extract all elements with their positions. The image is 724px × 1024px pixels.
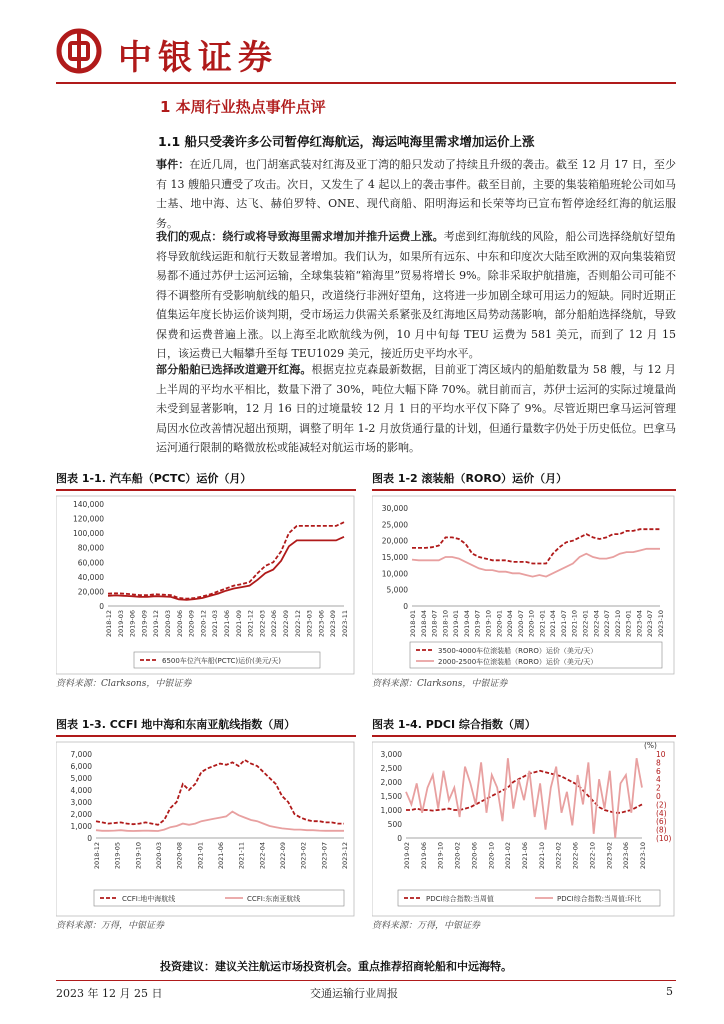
bank-of-china-logo-icon [56, 28, 102, 74]
x-tick-label: 2023-03 [305, 610, 314, 638]
x-tick-label: 2021-07 [559, 610, 568, 638]
x-tick-label: 2021-03 [211, 610, 220, 638]
y2-tick-label: 4 [656, 775, 661, 785]
y-tick-label: 1,000 [380, 806, 402, 815]
y-tick-label: 0 [397, 834, 402, 843]
x-tick-label: 2021-06 [223, 610, 231, 638]
x-tick-label: 2020-04 [506, 610, 515, 638]
x-tick-label: 2022-03 [258, 610, 267, 638]
investment-advice: 投资建议：建议关注航运市场投资机会。重点推荐招商轮船和中远海特。 [160, 960, 512, 973]
x-tick-label: 2023-02 [605, 842, 614, 870]
paragraph-body: 考虑到红海航线的风险，船公司选择绕航好望角将导致航线运距和航行天数显著增加。我们认为，如果所有远东、中东和印度次大陆至欧洲的双向集装箱贸易都不通过苏伊士运河运输，全球集装箱“箱海里”贸易将增长 9%。除非采取护航措施，否则船公司可能不得不调整所有受影响航线的船只，改道绕行非洲好望角，这将进一步加剧全球可用运力的短缺。同时近期正值集运年度长协运价谈判期，受市场运力供需关系紧张及红海地区局势动荡影响，部分船舶选择绕航，导致保费和运费普遍上涨。以上海至北欧航线为例，10 月中旬每 TEU 运费为 581 美元，而到了 12 月 15 日，该运费已大幅攀升至每 TEU1029 美元，接近历史平均水平。 [156, 230, 677, 360]
x-tick-label: 2019-03 [116, 610, 125, 638]
x-tick-label: 2021-12 [246, 610, 255, 638]
y-tick-label: 15,000 [381, 553, 408, 562]
y-tick-label: 20,000 [381, 536, 408, 546]
x-tick-label: 2023-09 [329, 610, 338, 638]
paragraph-lead: 部分船舶已选择改道避开红海。 [156, 363, 312, 376]
series-line-0 [96, 760, 344, 825]
x-tick-label: 2023-01 [624, 610, 633, 638]
x-tick-label: 2019-10 [134, 842, 143, 870]
series-line-1 [412, 549, 660, 577]
x-tick-label: 2023-10 [657, 610, 665, 638]
x-tick-label: 2018-01 [409, 610, 417, 638]
figure-ccfi [56, 716, 356, 936]
x-tick-label: 2019-01 [452, 610, 461, 638]
y2-tick-label: 10 [656, 750, 666, 759]
y2-tick-label: (2) [656, 800, 667, 810]
y-tick-label: 4,000 [70, 786, 92, 795]
x-tick-label: 2018-12 [105, 610, 113, 638]
x-tick-label: 2019-05 [113, 842, 122, 870]
paragraph-lead: 我们的观点：绕行或将导致海里需求增加并推升运费上涨。 [156, 230, 444, 243]
figure-rule [372, 735, 676, 737]
y-tick-label: 0 [99, 602, 104, 611]
legend-label: PDCI综合指数:当周值:环比 [557, 895, 642, 903]
x-tick-label: 2023-07 [320, 842, 329, 870]
x-tick-label: 2018-12 [93, 842, 101, 870]
y-tick-label: 30,000 [381, 504, 408, 513]
x-tick-label: 2021-01 [196, 842, 205, 870]
figure-pdci [372, 716, 676, 936]
figure-title: 图表 1-1. 汽车船（PCTC）运价（月） [56, 472, 252, 485]
x-tick-label: 2021-10 [570, 610, 579, 638]
x-tick-label: 2019-10 [436, 842, 445, 870]
paragraph-body: 根据克拉克森最新数据，目前亚丁湾区域内的船舶数量为 58 艘，与 12 月上半周的平均水平相比，数量下滑了 30%，吨位大幅下降 70%。就目前而言，苏伊士运河的实际过境量尚未受到显著影响，12 月 16 日的过境量较 12 月 1 日的平均水平仅下降了 9%。尽管近期巴拿马运河管理局因水位改善情况超出预期，调整了明年 1-2 月放货通行量的计划，但通行量数字仍处于历史低位。巴拿马运河通行限制的略微放松或能减轻对航运市场的影响。 [156, 363, 676, 454]
y-tick-label: 1,500 [380, 792, 402, 801]
figure-pctc [56, 470, 356, 690]
x-tick-label: 2020-06 [175, 610, 184, 638]
x-tick-label: 2022-09 [282, 610, 290, 638]
x-tick-label: 2022-09 [279, 842, 287, 870]
x-tick-label: 2021-11 [237, 842, 246, 870]
y2-tick-label: 2 [656, 783, 661, 793]
y-tick-label: 25,000 [381, 520, 408, 530]
y-tick-label: 3,000 [70, 798, 92, 807]
x-tick-label: 2023-10 [639, 842, 647, 870]
y-tick-label: 20,000 [77, 587, 104, 597]
x-tick-label: 2022-10 [613, 610, 622, 638]
legend-label: PDCI综合指数:当周值 [426, 895, 494, 903]
figure-rule [372, 489, 676, 491]
figure-source: 资料来源：万得，中银证券 [56, 921, 165, 931]
x-tick-label: 2022-02 [554, 842, 563, 870]
x-tick-label: 2019-04 [462, 610, 471, 638]
footer-date: 2023 年 12 月 25 日 [56, 987, 163, 1000]
legend-label: CCFI:地中海航线 [122, 895, 176, 903]
y-tick-label: 0 [87, 834, 92, 843]
figure-source: 资料来源：Clarksons，中银证券 [56, 679, 192, 689]
footer-page-number: 5 [666, 985, 673, 998]
figure-rule [56, 735, 356, 737]
x-tick-label: 2022-06 [270, 610, 279, 638]
figure-title: 图表 1-3. CCFI 地中海和东南亚航线指数（周） [56, 718, 296, 731]
x-tick-label: 2022-04 [258, 842, 267, 870]
ccfi-chart [56, 740, 356, 930]
x-tick-label: 2020-10 [487, 842, 496, 870]
figure-title: 图表 1-4. PDCI 综合指数（周） [372, 718, 536, 731]
series-line-0 [412, 529, 660, 563]
footer-doc-type: 交通运输行业周报 [310, 987, 398, 1000]
y2-tick-label: (6) [656, 817, 667, 827]
y-tick-label: 7,000 [70, 750, 92, 759]
x-tick-label: 2021-01 [538, 610, 547, 638]
x-tick-label: 2020-06 [470, 842, 479, 870]
y2-tick-label: 8 [656, 758, 661, 768]
y-tick-label: 500 [387, 820, 402, 829]
x-tick-label: 2021-04 [549, 610, 558, 638]
x-tick-label: 2020-07 [516, 610, 525, 638]
footer-rule [56, 980, 676, 981]
x-tick-label: 2020-02 [453, 842, 462, 870]
x-tick-label: 2019-07 [473, 610, 482, 638]
figure-rule [56, 489, 356, 491]
y-tick-label: 40,000 [77, 572, 104, 582]
paragraph-event [156, 155, 676, 233]
series-line-1 [406, 758, 642, 838]
x-tick-label: 2021-06 [217, 842, 225, 870]
x-tick-label: 2019-09 [140, 610, 149, 638]
x-tick-label: 2022-04 [592, 610, 601, 638]
y-tick-label: 140,000 [72, 500, 104, 509]
legend-label: 3500-4000车位滚装船（RORO）运价（美元/天） [438, 647, 598, 655]
x-tick-label: 2022-12 [293, 610, 302, 638]
series-line-0 [108, 522, 344, 599]
figure-source: 资料来源：Clarksons，中银证券 [372, 679, 508, 689]
x-tick-label: 2020-03 [164, 610, 172, 638]
paragraph-opinion [156, 227, 676, 364]
y-tick-label: 80,000 [77, 543, 104, 553]
subsection-title: 1.1 船只受袭许多公司暂停红海航运，海运吨海里需求增加运价上涨 [158, 134, 535, 149]
x-tick-label: 2021-10 [537, 842, 546, 870]
y-tick-label: 2,000 [70, 810, 92, 819]
x-tick-label: 2022-07 [603, 610, 612, 638]
brand-name: 中银证券 [118, 38, 278, 78]
x-tick-label: 2023-06 [622, 842, 631, 870]
x-tick-label: 2023-04 [635, 610, 644, 638]
x-tick-label: 2020-03 [155, 842, 163, 870]
x-tick-label: 2021-02 [504, 842, 513, 870]
x-tick-label: 2020-12 [199, 610, 208, 638]
figure-source: 资料来源：万得，中银证券 [372, 921, 481, 931]
y-tick-label: 5,000 [70, 774, 92, 783]
section-title: 1 本周行业热点事件点评 [160, 98, 326, 116]
x-tick-label: 2022-10 [588, 842, 597, 870]
x-tick-label: 2020-09 [187, 610, 196, 638]
y-tick-label: 6,000 [70, 762, 92, 771]
legend-label: 2000-2500车位滚装船（RORO）运价（美元/天） [438, 658, 598, 666]
y2-tick-label: (10) [656, 834, 672, 843]
x-tick-label: 2018-04 [419, 610, 428, 638]
x-tick-label: 2018-07 [430, 610, 439, 638]
paragraph-body: 在近几周，也门胡塞武装对红海及亚丁湾的船只发动了持续且升级的袭击。截至 12 月 17 日，至少有 13 艘船只遭受了攻击。次日，又发生了 4 起以上的袭击事件。截至目前，主要的集装箱船班轮公司如马士基、地中海、达飞、赫伯罗特、ONE、现代商船、阳明海运和长荣等均已宣布暂停途经红海的航运服务。 [156, 158, 676, 230]
x-tick-label: 2019-10 [484, 610, 493, 638]
y2-tick-label: (8) [656, 825, 667, 835]
paragraph-lead: 事件： [156, 158, 190, 171]
x-tick-label: 2021-06 [521, 842, 529, 870]
y2-tick-label: (4) [656, 808, 667, 818]
x-tick-label: 2023-06 [317, 610, 326, 638]
x-tick-label: 2023-07 [646, 610, 655, 638]
y2-tick-label: 0 [656, 792, 661, 801]
legend-label: CCFI:东南亚航线 [247, 895, 301, 903]
x-tick-label: 2023-11 [341, 610, 349, 638]
x-tick-label: 2023-02 [299, 842, 308, 870]
x-tick-label: 2022-01 [581, 610, 590, 638]
x-tick-label: 2022-06 [571, 842, 580, 870]
y2-unit-label: (%) [644, 741, 657, 750]
y-tick-label: 10,000 [381, 569, 408, 579]
x-tick-label: 2020-10 [527, 610, 536, 638]
y-tick-label: 60,000 [77, 558, 104, 568]
x-tick-label: 2019-06 [128, 610, 137, 638]
x-tick-label: 2020-01 [495, 610, 504, 638]
series-line-1 [96, 812, 344, 831]
x-tick-label: 2019-02 [403, 842, 411, 870]
figure-roro [372, 470, 676, 690]
y-tick-label: 120,000 [72, 514, 104, 524]
y-tick-label: 2,500 [380, 764, 402, 773]
y-tick-label: 1,000 [70, 822, 92, 831]
pdci-chart [372, 740, 676, 930]
x-tick-label: 2023-12 [341, 842, 349, 870]
roro-chart [372, 494, 676, 684]
y-tick-label: 100,000 [72, 529, 104, 539]
figure-title: 图表 1-2 滚装船（RORO）运价（月） [372, 472, 568, 485]
legend-label: 6500车位汽车船(PCTC)运价(美元/天) [162, 657, 281, 665]
pctc-chart [56, 494, 356, 684]
y-tick-label: 3,000 [380, 750, 402, 759]
x-tick-label: 2019-12 [152, 610, 161, 638]
x-tick-label: 2021-09 [234, 610, 243, 638]
y-tick-label: 5,000 [386, 585, 408, 595]
page-header [56, 26, 676, 84]
paragraph-reroute [156, 360, 676, 458]
y2-tick-label: 6 [656, 766, 661, 776]
x-tick-label: 2020-08 [175, 842, 184, 870]
y-tick-label: 0 [403, 602, 408, 611]
series-line-1 [108, 537, 344, 600]
x-tick-label: 2018-10 [441, 610, 450, 638]
y-tick-label: 2,000 [380, 778, 402, 787]
x-tick-label: 2019-06 [419, 842, 428, 870]
